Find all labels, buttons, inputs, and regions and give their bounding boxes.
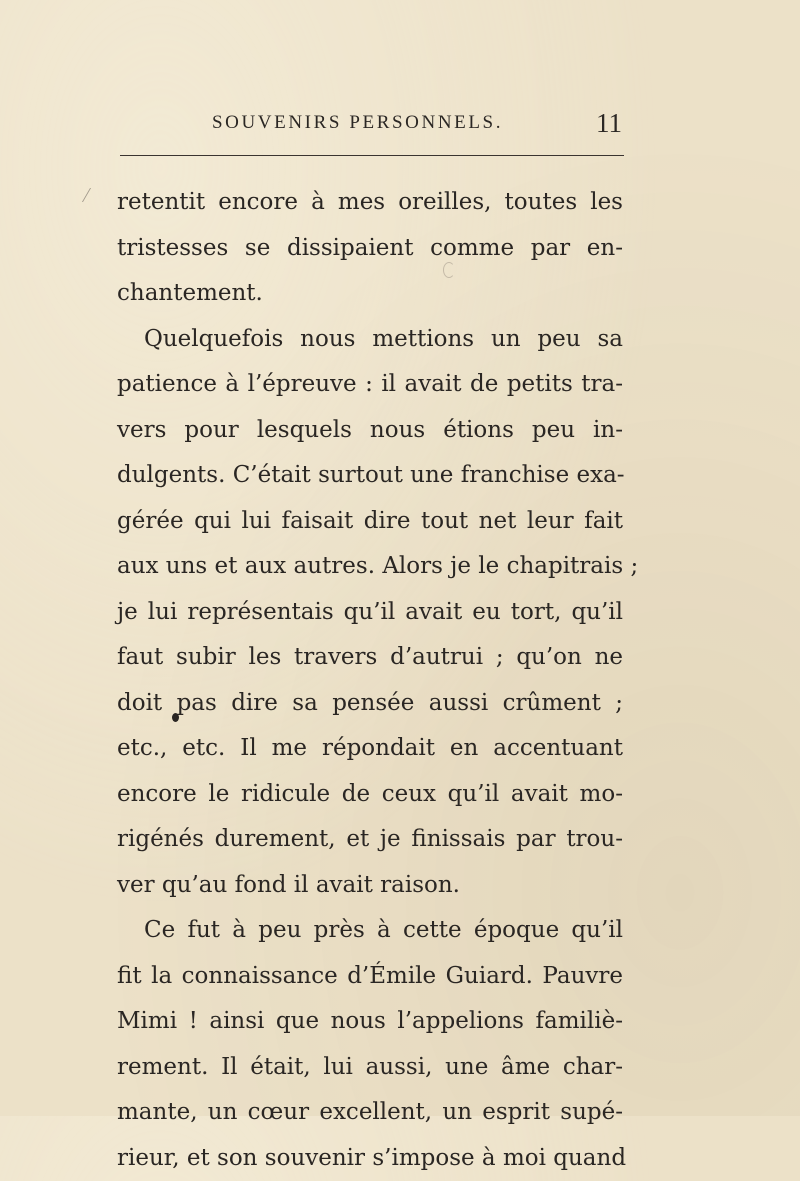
text-line: retentit encore à mes oreilles, toutes les [117, 180, 623, 226]
text-line: mante, un cœur excellent, un esprit supé- [117, 1090, 623, 1136]
text-line: je lui représentais qu’il avait eu tort, qu’il [117, 590, 623, 636]
text-line: gérée qui lui faisait dire tout net leur fait [117, 499, 623, 545]
text-line: rement. Il était, lui aussi, une âme char- [117, 1045, 623, 1091]
body-text [117, 180, 623, 1181]
text-line: doit pas dire sa pensée aussi crûment ; [117, 681, 623, 727]
text-line: Quelquefois nous mettions un peu sa [117, 317, 623, 363]
running-title: SOUVENIRS PERSONNELS. [212, 112, 503, 134]
text-line: tristesses se dissipaient comme par en- [117, 226, 623, 272]
text-line: aux uns et aux autres. Alors je le chapitrais ; [117, 544, 623, 590]
text-line: Ce fut à peu près à cette époque qu’il [117, 908, 623, 954]
text-line: vers pour lesquels nous étions peu in- [117, 408, 623, 454]
margin-pencil-mark [82, 188, 101, 202]
page-number: 11 [596, 108, 622, 139]
text-line: ver qu’au fond il avait raison. [117, 863, 623, 909]
text-line: dulgents. C’était surtout une franchise exa- [117, 453, 623, 499]
text-line: patience à l’épreuve : il avait de petits tra- [117, 362, 623, 408]
text-line: fit la connaissance d’Émile Guiard. Pauvre [117, 954, 623, 1000]
text-line: rieur, et son souvenir s’impose à moi quand [117, 1136, 623, 1181]
text-line: etc., etc. Il me répondait en accentuant [117, 726, 623, 772]
header-rule [120, 155, 624, 156]
text-line: chantement. [117, 271, 623, 317]
text-line: faut subir les travers d’autrui ; qu’on ne [117, 635, 623, 681]
text-line: encore le ridicule de ceux qu’il avait mo- [117, 772, 623, 818]
running-head [118, 112, 624, 142]
text-line: rigénés durement, et je finissais par trou- [117, 817, 623, 863]
text-line: Mimi ! ainsi que nous l’appelions familiè- [117, 999, 623, 1045]
